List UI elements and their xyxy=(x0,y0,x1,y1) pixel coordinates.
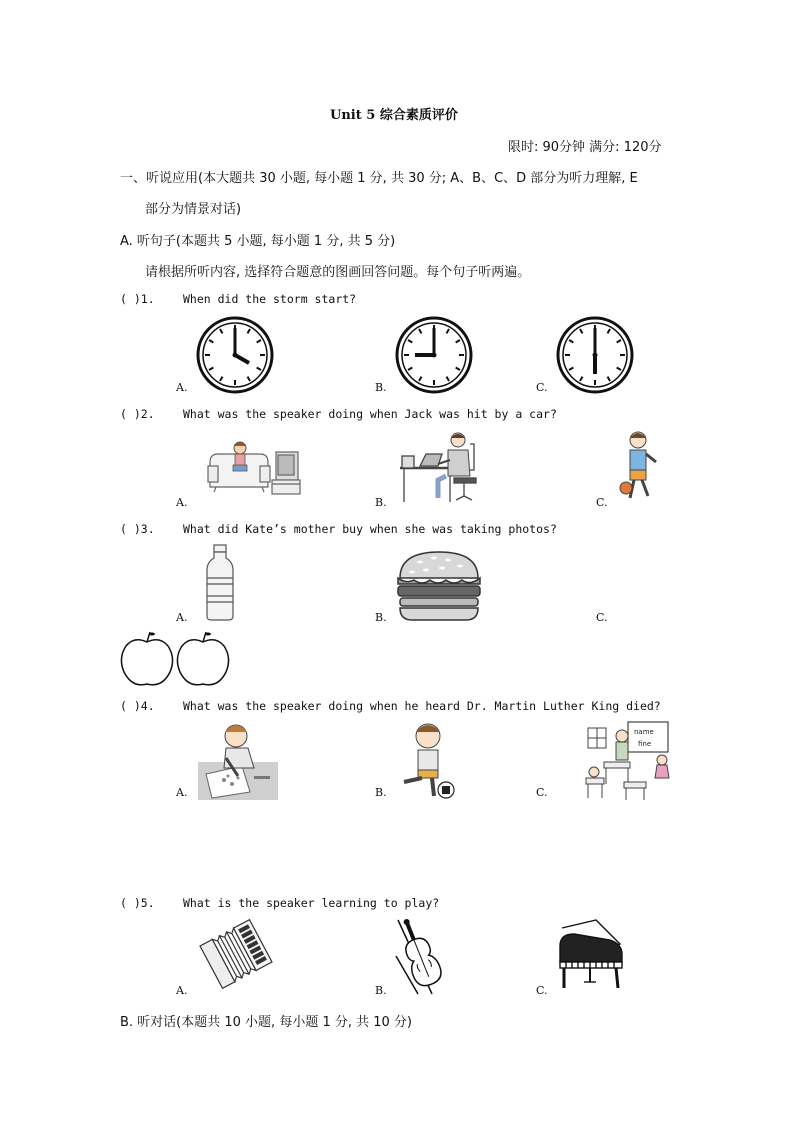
playing-football-icon xyxy=(396,720,458,800)
part-b-heading: B. 听对话(本题共 10 小题, 每小题 1 分, 共 10 分) xyxy=(120,1015,413,1030)
part-a-instruction: 请根据所听内容, 选择符合题意的图画回答问题。每个句子听两遍。 xyxy=(145,265,531,280)
apples-icon xyxy=(118,630,232,690)
option-c-label: C. xyxy=(536,786,548,799)
watching-tv-icon xyxy=(206,432,302,498)
option-a-label: A. xyxy=(176,984,188,997)
classroom-icon xyxy=(582,718,674,802)
option-b-label: B. xyxy=(375,786,387,799)
working-computer-icon xyxy=(398,430,482,504)
option-c-label: C. xyxy=(536,381,548,394)
blackboard-word-name: name xyxy=(634,728,654,736)
question-4-prefix[interactable]: ( )4. xyxy=(120,699,155,713)
violin-icon xyxy=(392,916,452,998)
question-1-text: When did the storm start? xyxy=(183,292,357,306)
question-3-prefix[interactable]: ( )3. xyxy=(120,522,155,536)
option-a-label: A. xyxy=(176,786,188,799)
water-bottle-icon xyxy=(203,544,237,622)
option-b-label: B. xyxy=(375,984,387,997)
clock-nine-icon xyxy=(395,316,473,394)
question-1-prefix[interactable]: ( )1. xyxy=(120,292,155,306)
question-4-text: What was the speaker doing when he heard Dr. Martin Luther King died? xyxy=(183,699,661,713)
question-5-text: What is the speaker learning to play? xyxy=(183,896,440,910)
question-2-text: What was the speaker doing when Jack was hit by a car? xyxy=(183,407,557,421)
page-title: Unit 5 综合素质评价 xyxy=(330,108,458,123)
question-5-prefix[interactable]: ( )5. xyxy=(120,896,155,910)
hamburger-icon xyxy=(396,548,482,624)
question-2-prefix[interactable]: ( )2. xyxy=(120,407,155,421)
clock-four-icon xyxy=(196,316,274,394)
option-a-label: A. xyxy=(176,381,188,394)
piano-icon xyxy=(556,918,626,992)
section-heading-line1: 一、听说应用(本大题共 30 小题, 每小题 1 分, 共 30 分; A、B、C、D 部分为听力理解, E xyxy=(120,171,638,186)
playing-basketball-icon xyxy=(616,430,660,508)
option-a-label: A. xyxy=(176,496,188,509)
part-a-heading: A. 听句子(本题共 5 小题, 每小题 1 分, 共 5 分) xyxy=(120,234,396,249)
section-heading-line2: 部分为情景对话) xyxy=(145,202,242,217)
option-c-label: C. xyxy=(596,496,608,509)
blackboard-word-fine: fine xyxy=(638,740,652,748)
option-b-label: B. xyxy=(375,496,387,509)
option-b-label: B. xyxy=(375,381,387,394)
option-a-label: A. xyxy=(176,611,188,624)
time-limit: 限时: 90分钟 满分: 120分 xyxy=(508,140,662,155)
drawing-icon xyxy=(198,718,278,800)
accordion-icon xyxy=(200,918,272,990)
option-c-label: C. xyxy=(536,984,548,997)
option-b-label: B. xyxy=(375,611,387,624)
clock-six-icon xyxy=(556,316,634,394)
question-3-text: What did Kate’s mother buy when she was taking photos? xyxy=(183,522,557,536)
option-c-label: C. xyxy=(596,611,608,624)
